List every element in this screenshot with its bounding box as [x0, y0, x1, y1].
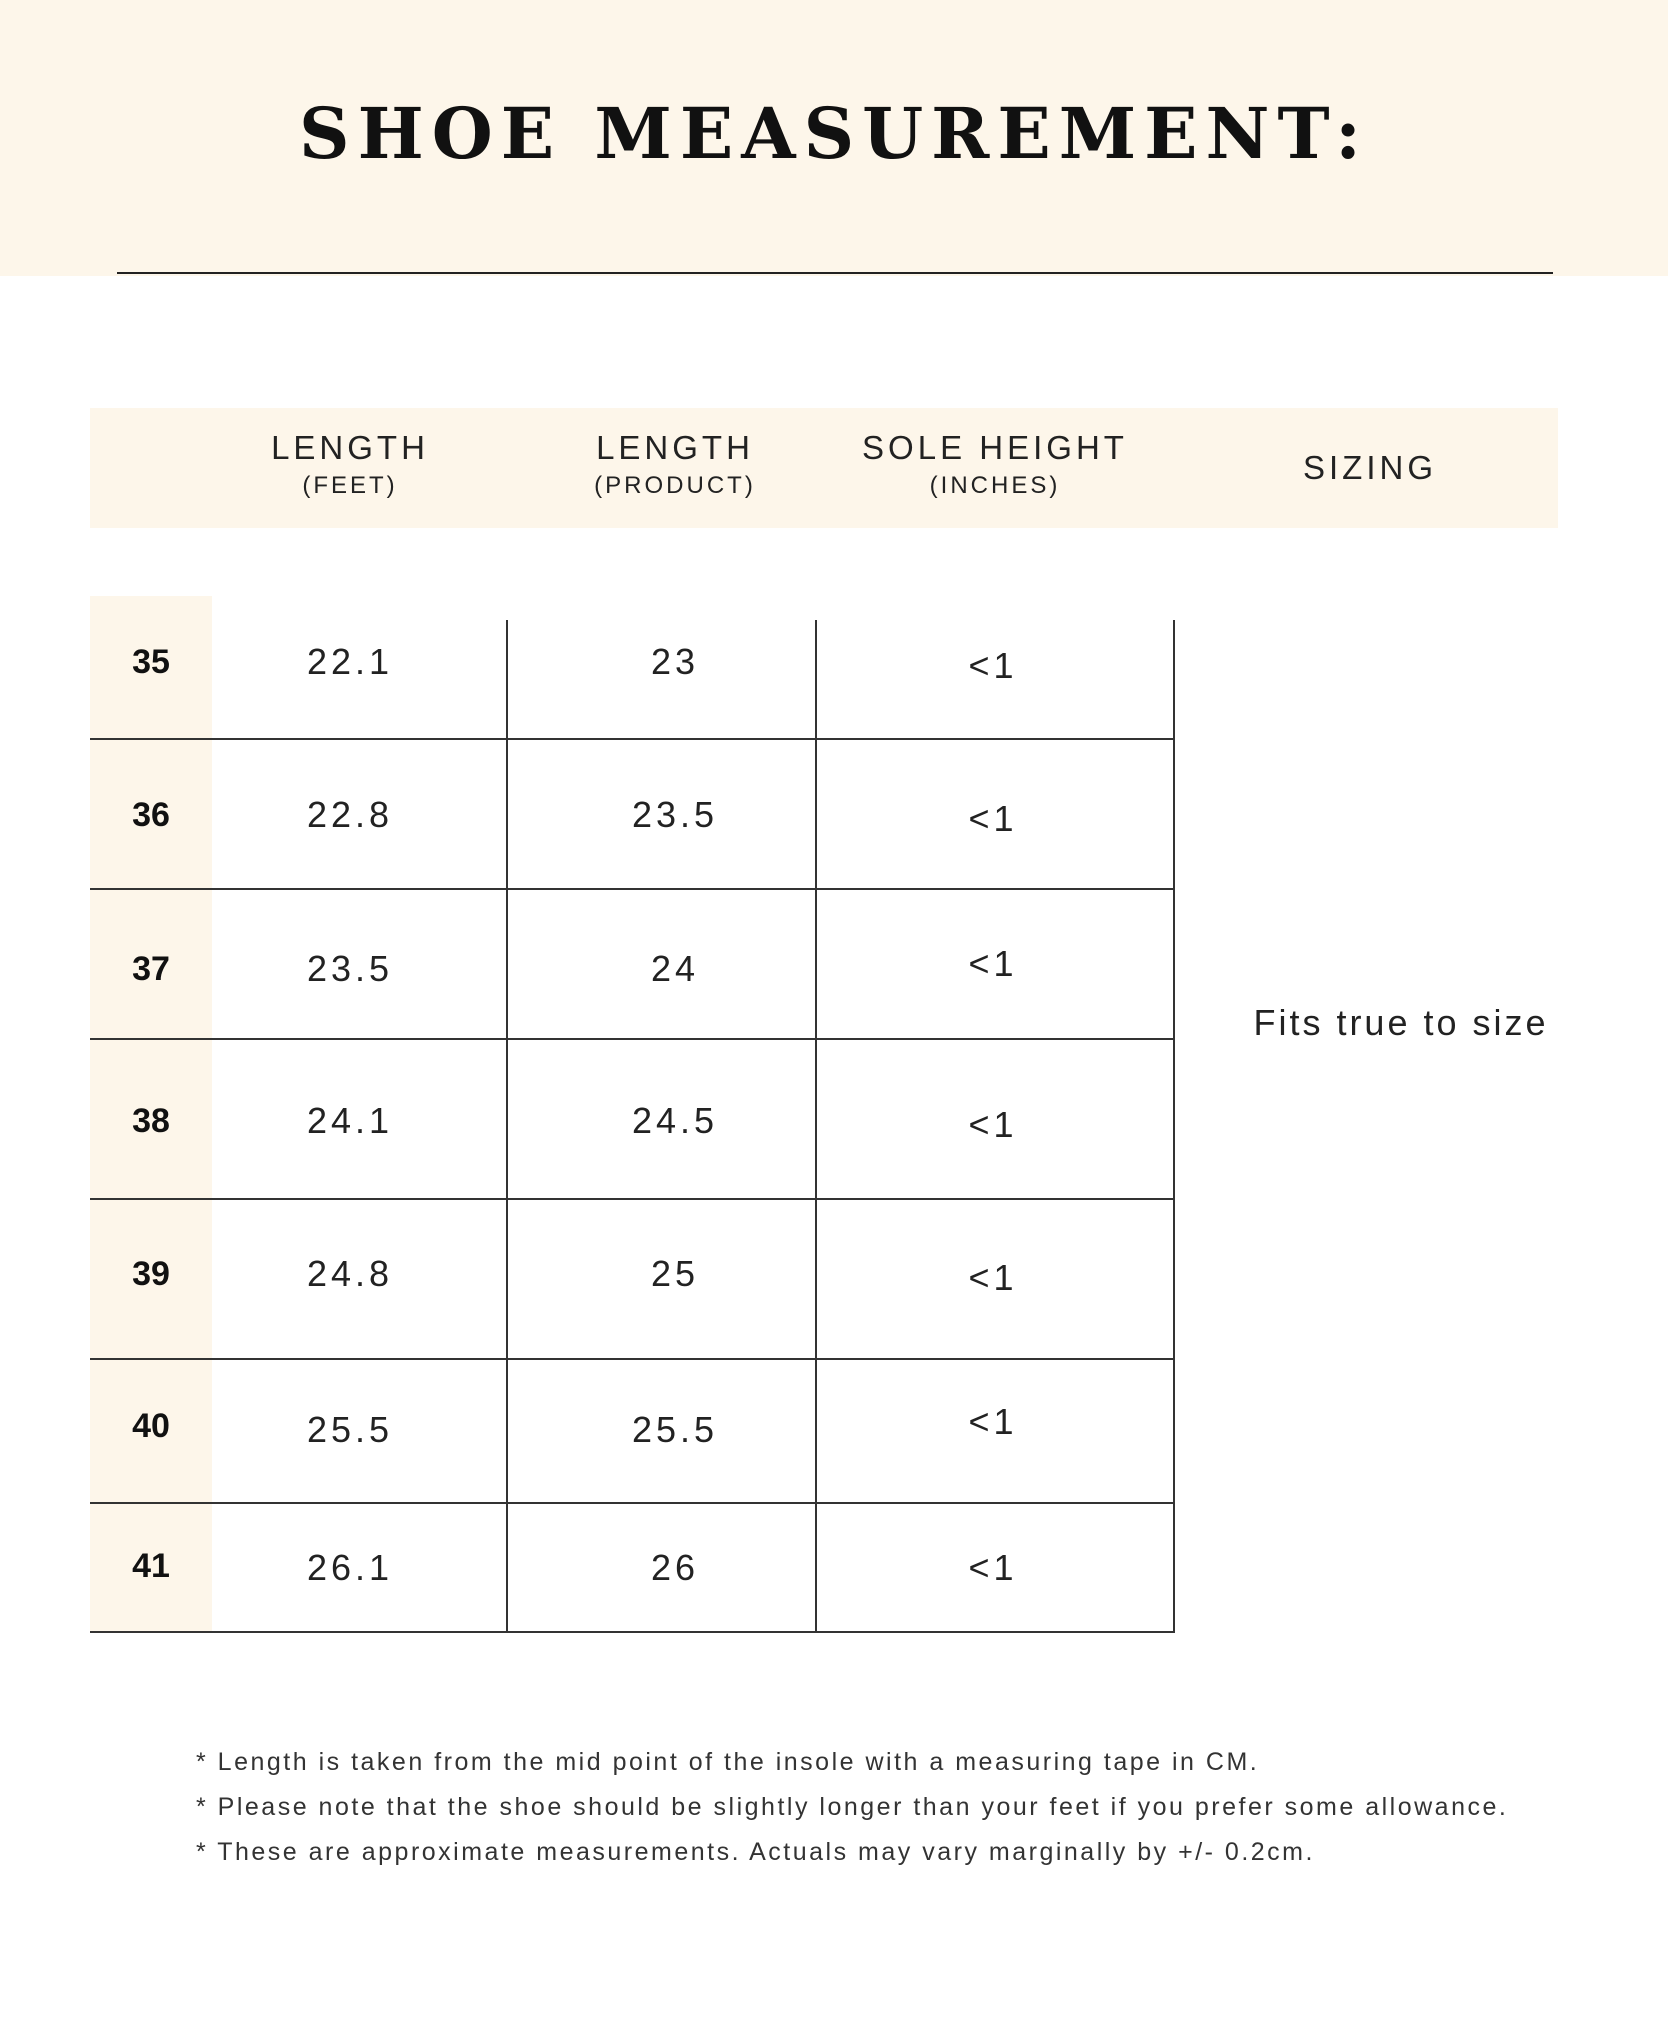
table-cell-sole: <1 [968, 1257, 1018, 1298]
grid-line [90, 888, 1175, 890]
column-header-main: SIZING [1302, 449, 1437, 486]
table-cell-product: 25 [650, 1253, 700, 1294]
table-cell-sole: <1 [968, 1104, 1018, 1145]
table-row-size: 38 [132, 1102, 170, 1140]
table-cell-feet: 22.1 [306, 641, 394, 682]
grid-line [90, 738, 1175, 740]
column-header-sizing [1260, 448, 1480, 488]
table-cell-product: 23 [650, 641, 700, 682]
table-cell-sole: <1 [968, 1547, 1018, 1588]
footnote: * Length is taken from the mid point of the insole with a measuring tape in CM. [196, 1748, 1260, 1776]
table-cell-product: 24.5 [631, 1100, 719, 1141]
footnote: * These are approximate measurements. Actuals may vary marginally by +/- 0.2cm. [196, 1838, 1315, 1866]
table-row-size: 40 [132, 1407, 170, 1445]
table-row-size: 41 [132, 1547, 170, 1585]
column-header-sub: (PRODUCT) [594, 472, 756, 499]
table-cell-product: 26 [650, 1547, 700, 1588]
table-cell-feet: 23.5 [306, 948, 394, 989]
table-cell-sole: <1 [968, 645, 1018, 686]
grid-line [90, 1038, 1175, 1040]
table-cell-feet: 22.8 [306, 794, 394, 835]
grid-line [90, 1502, 1175, 1504]
table-cell-feet: 25.5 [306, 1409, 394, 1450]
grid-line [90, 1631, 1175, 1633]
table-cell-feet: 24.1 [306, 1100, 394, 1141]
table-cell-product: 25.5 [631, 1409, 719, 1450]
table-cell-sole: <1 [968, 943, 1018, 984]
table-cell-product: 24 [650, 948, 700, 989]
footnote: * Please note that the shoe should be slightly longer than your feet if you prefer some allowance. [196, 1793, 1509, 1821]
column-header-sub: (FEET) [302, 472, 398, 499]
grid-line [90, 1198, 1175, 1200]
table-row-size: 35 [132, 643, 170, 681]
page-title: SHOE MEASUREMENT: [299, 92, 1369, 175]
table-cell-sole: <1 [968, 798, 1018, 839]
column-header-main: SOLE HEIGHT [862, 429, 1128, 466]
table-cell-feet: 26.1 [306, 1547, 394, 1588]
column-header-main: LENGTH [271, 429, 429, 466]
column-header-sole-height [840, 428, 1150, 504]
column-header-length-feet [240, 428, 460, 504]
table-cell-feet: 24.8 [306, 1253, 394, 1294]
table-row-size: 39 [132, 1255, 170, 1293]
sizing-value: Fits true to size [1253, 1002, 1549, 1043]
grid-line [1173, 620, 1175, 1632]
footnotes [196, 1740, 1596, 1875]
column-header-length-product [565, 428, 785, 504]
column-header-sub: (INCHES) [929, 472, 1061, 499]
table-row-size: 37 [132, 950, 170, 988]
grid-line [815, 620, 817, 1632]
table-cell-sole: <1 [968, 1401, 1018, 1442]
column-header-main: LENGTH [596, 429, 754, 466]
table-cell-product: 23.5 [631, 794, 719, 835]
title-divider [117, 272, 1553, 274]
grid-line [90, 1358, 1175, 1360]
table-row-size: 36 [132, 796, 170, 834]
grid-line [506, 620, 508, 1632]
